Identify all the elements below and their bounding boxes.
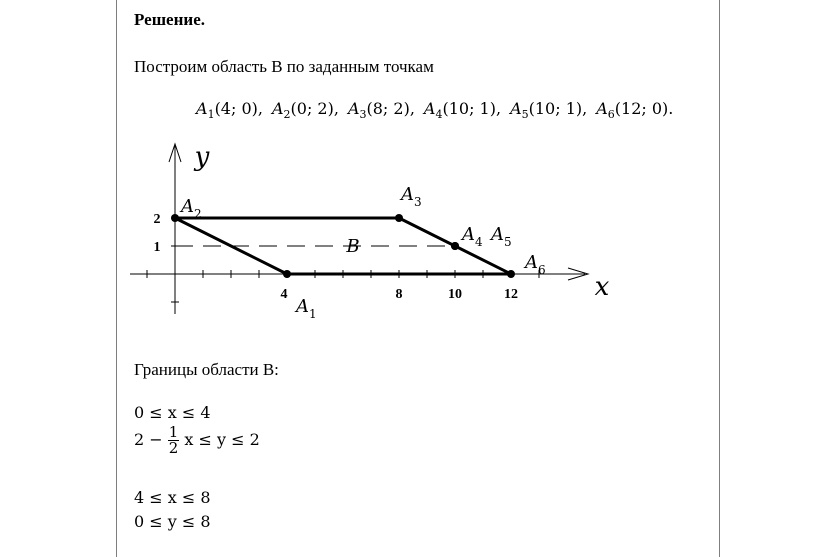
point-label-2: $A_2(0$; 2), xyxy=(271,99,339,121)
y-tick-label: 1 xyxy=(153,240,161,255)
point-label-A1: $A_1$ xyxy=(296,296,317,321)
x-tick-label: 12 xyxy=(504,287,518,302)
point-label-A5: $A_5$ xyxy=(491,224,512,249)
fraction-denominator: 2 xyxy=(168,439,179,457)
point-label-A3: $A_3$ xyxy=(401,184,422,209)
bound-3: 4 ≤ x ≤ 8 xyxy=(134,488,211,507)
x-axis-label: x xyxy=(594,272,610,302)
intro-text: Построим область B по заданным точкам xyxy=(134,57,434,76)
bound-2 xyxy=(134,425,260,456)
point-label-A4: $A_4$ xyxy=(462,224,483,249)
point-A2 xyxy=(171,214,179,222)
bounds-title: Границы области B: xyxy=(134,360,279,379)
point-label-A6: $A_6$ xyxy=(525,252,546,277)
point-label-A2: $A_2$ xyxy=(181,196,202,221)
point-A5 xyxy=(451,242,459,250)
region-label: B xyxy=(346,236,360,257)
bound-4: 0 ≤ y ≤ 8 xyxy=(134,512,211,531)
point-A3 xyxy=(395,214,403,222)
point-A6 xyxy=(507,270,515,278)
fraction xyxy=(168,425,180,456)
point-label-5: $A_5(10$; 1), xyxy=(510,99,588,121)
bound-2-suffix: x ≤ y ≤ 2 xyxy=(184,430,260,449)
x-tick-label: 4 xyxy=(280,287,288,302)
heading: Решение. xyxy=(134,10,205,29)
point-label-4: $A_4(10$; 1), xyxy=(423,99,502,121)
point-A1 xyxy=(283,270,291,278)
bound-1: 0 ≤ x ≤ 4 xyxy=(134,403,211,422)
x-tick-label: 10 xyxy=(448,287,462,302)
bound-2-prefix: 2 − xyxy=(134,430,163,449)
y-axis-label: y xyxy=(194,142,210,172)
point-label-1: $A_1(4$; 0), xyxy=(196,99,263,121)
y-tick-label: 2 xyxy=(153,212,161,227)
fraction-numerator: 1 xyxy=(168,423,179,441)
point-label-6: $A_6(12$; 0). xyxy=(596,99,674,121)
x-tick-label: 8 xyxy=(395,287,403,302)
point-label-3: $A_3(8$; 2), xyxy=(347,99,415,121)
